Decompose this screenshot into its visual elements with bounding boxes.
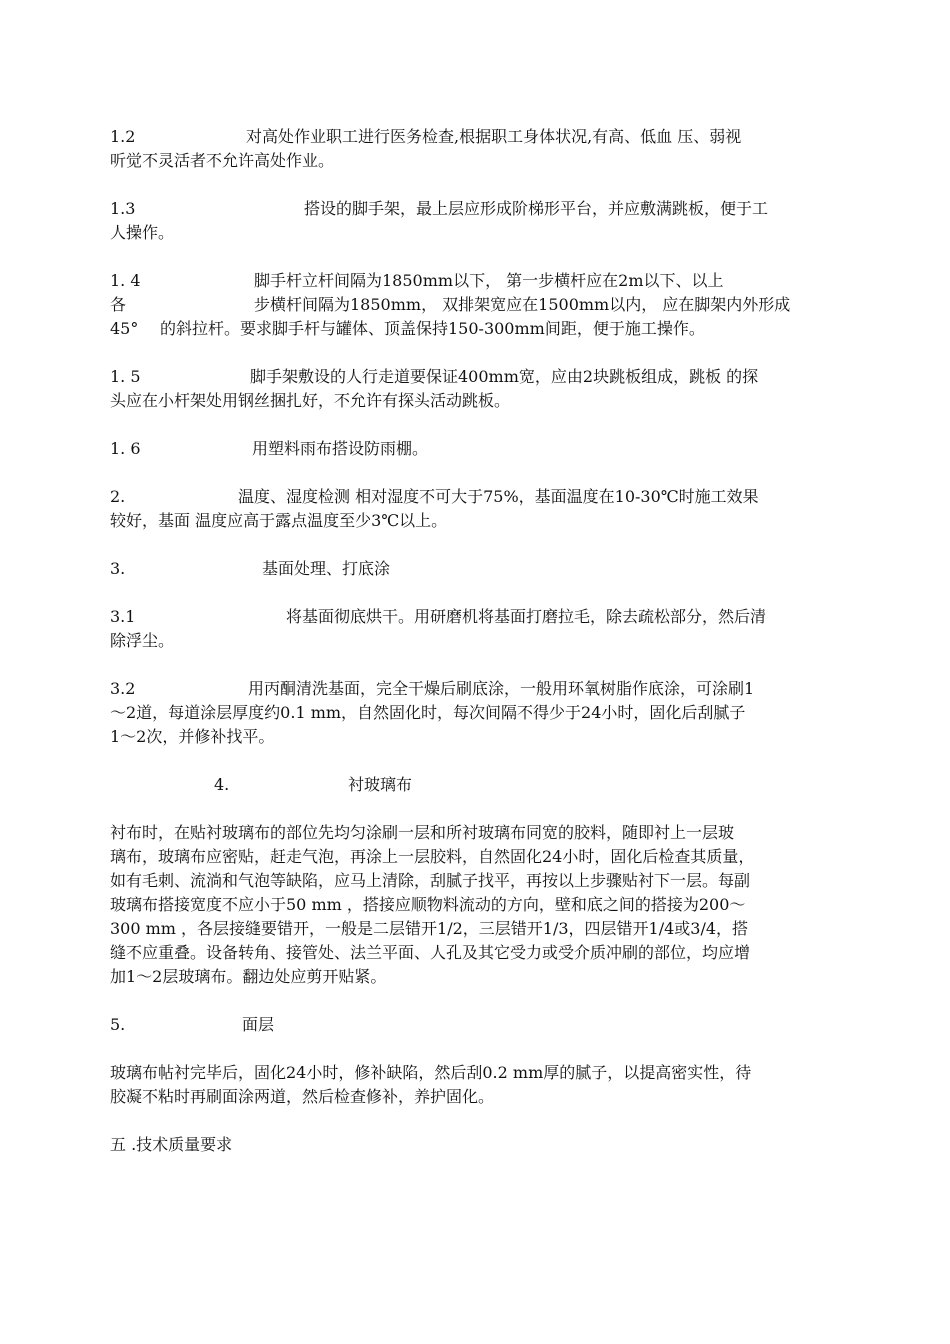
section-text: 对高处作业职工进行医务检查,根据职工身体状况,有高、低血 压、弱视 [246,127,742,146]
section-title: 基面处理、打底涂 [262,559,391,578]
section-number: 1. 4 [110,271,141,290]
section-number: 1.2 [110,127,136,146]
section-text: 搭设的脚手架，最上层应形成阶梯形平台，并应敷满跳板，便于工 [304,199,769,218]
text-line: 听觉不灵活者不允许高处作业。 [110,151,335,170]
text-line: 人操作。 [110,223,175,242]
section-number: 5. [110,1015,126,1034]
section-number: 1. 5 [110,367,141,386]
section-text: 用丙酮清洗基面，完全干燥后刷底涂，一般用环氧树脂作底涂，可涂刷1 [248,679,755,698]
text-fragment: 步横杆间隔为1850mm， 双排架宽应在1500mm以内， 应在脚架内外形成 [254,295,791,314]
text-fragment: 各 [110,295,127,314]
heading-technical-quality: 五 .技术质量要求 [110,1135,233,1154]
section-title: 衬玻璃布 [348,775,413,794]
paragraph-line: 如有毛刺、流淌和气泡等缺陷，应马上清除，刮腻子找平，再按以上步骤贴衬下一层。每副 [110,871,751,890]
section-number: 1.3 [110,199,136,218]
section-number: 1. 6 [110,439,141,458]
paragraph-line: 300 mm ，各层接缝要错开，一般是二层错开1/2，三层错开1/3，四层错开1/4或3/4，搭 [110,919,749,938]
paragraph-line: 加1～2层玻璃布。翻边处应剪开贴紧。 [110,967,387,986]
section-number: 3.2 [110,679,136,698]
section-number: 2. [110,487,126,506]
text-fragment: 45° [110,319,139,338]
paragraph-line: 玻璃布搭接宽度不应小于50 mm ，搭接应顺物料流动的方向，壁和底之间的搭接为200～ [110,895,746,914]
paragraph-line: 缝不应重叠。设备转角、接管处、法兰平面、人孔及其它受力或受介质冲刷的部位，均应增 [110,943,751,962]
text-line: ～2道，每道涂层厚度约0.1 mm，自然固化时，每次间隔不得少于24小时，固化后刮腻子 [110,703,746,722]
paragraph-line: 玻璃布帖衬完毕后，固化24小时，修补缺陷，然后刮0.2 mm厚的腻子，以提高密实性，待 [110,1063,752,1082]
text-line: 1～2次，并修补找平。 [110,727,275,746]
section-number: 3. [110,559,126,578]
section-text: 脚手架敷设的人行走道要保证400mm宽，应由2块跳板组成，跳板 的探 [250,367,759,386]
section-title: 面层 [242,1015,275,1034]
section-text: 温度、湿度检测 相对湿度不可大于75%，基面温度在10-30℃时施工效果 [238,487,759,506]
text-line: 较好，基面 温度应高于露点温度至少3℃以上。 [110,511,448,530]
section-number: 3.1 [110,607,136,626]
section-number: 4. [214,775,230,794]
section-text: 将基面彻底烘干。用研磨机将基面打磨拉毛，除去疏松部分，然后清 [286,607,767,626]
text-fragment: 的斜拉杆。要求脚手杆与罐体、顶盖保持150-300mm间距，便于施工操作。 [160,319,705,338]
text-line: 除浮尘。 [110,631,175,650]
text-line: 头应在小杆架处用钢丝捆扎好，不允许有探头活动跳板。 [110,391,511,410]
paragraph-line: 璃布，玻璃布应密贴，赶走气泡，再涂上一层胶料，自然固化24小时，固化后检查其质量， [110,847,755,866]
paragraph-line: 衬布时，在贴衬玻璃布的部位先均匀涂刷一层和所衬玻璃布同宽的胶料，随即衬上一层玻 [110,823,735,842]
paragraph-line: 胶凝不粘时再刷面涂两道，然后检查修补，养护固化。 [110,1087,495,1106]
section-text: 脚手杆立杆间隔为1850mm以下， 第一步横杆应在2m以下、以上 [254,271,724,290]
section-text: 用塑料雨布搭设防雨棚。 [252,439,429,458]
